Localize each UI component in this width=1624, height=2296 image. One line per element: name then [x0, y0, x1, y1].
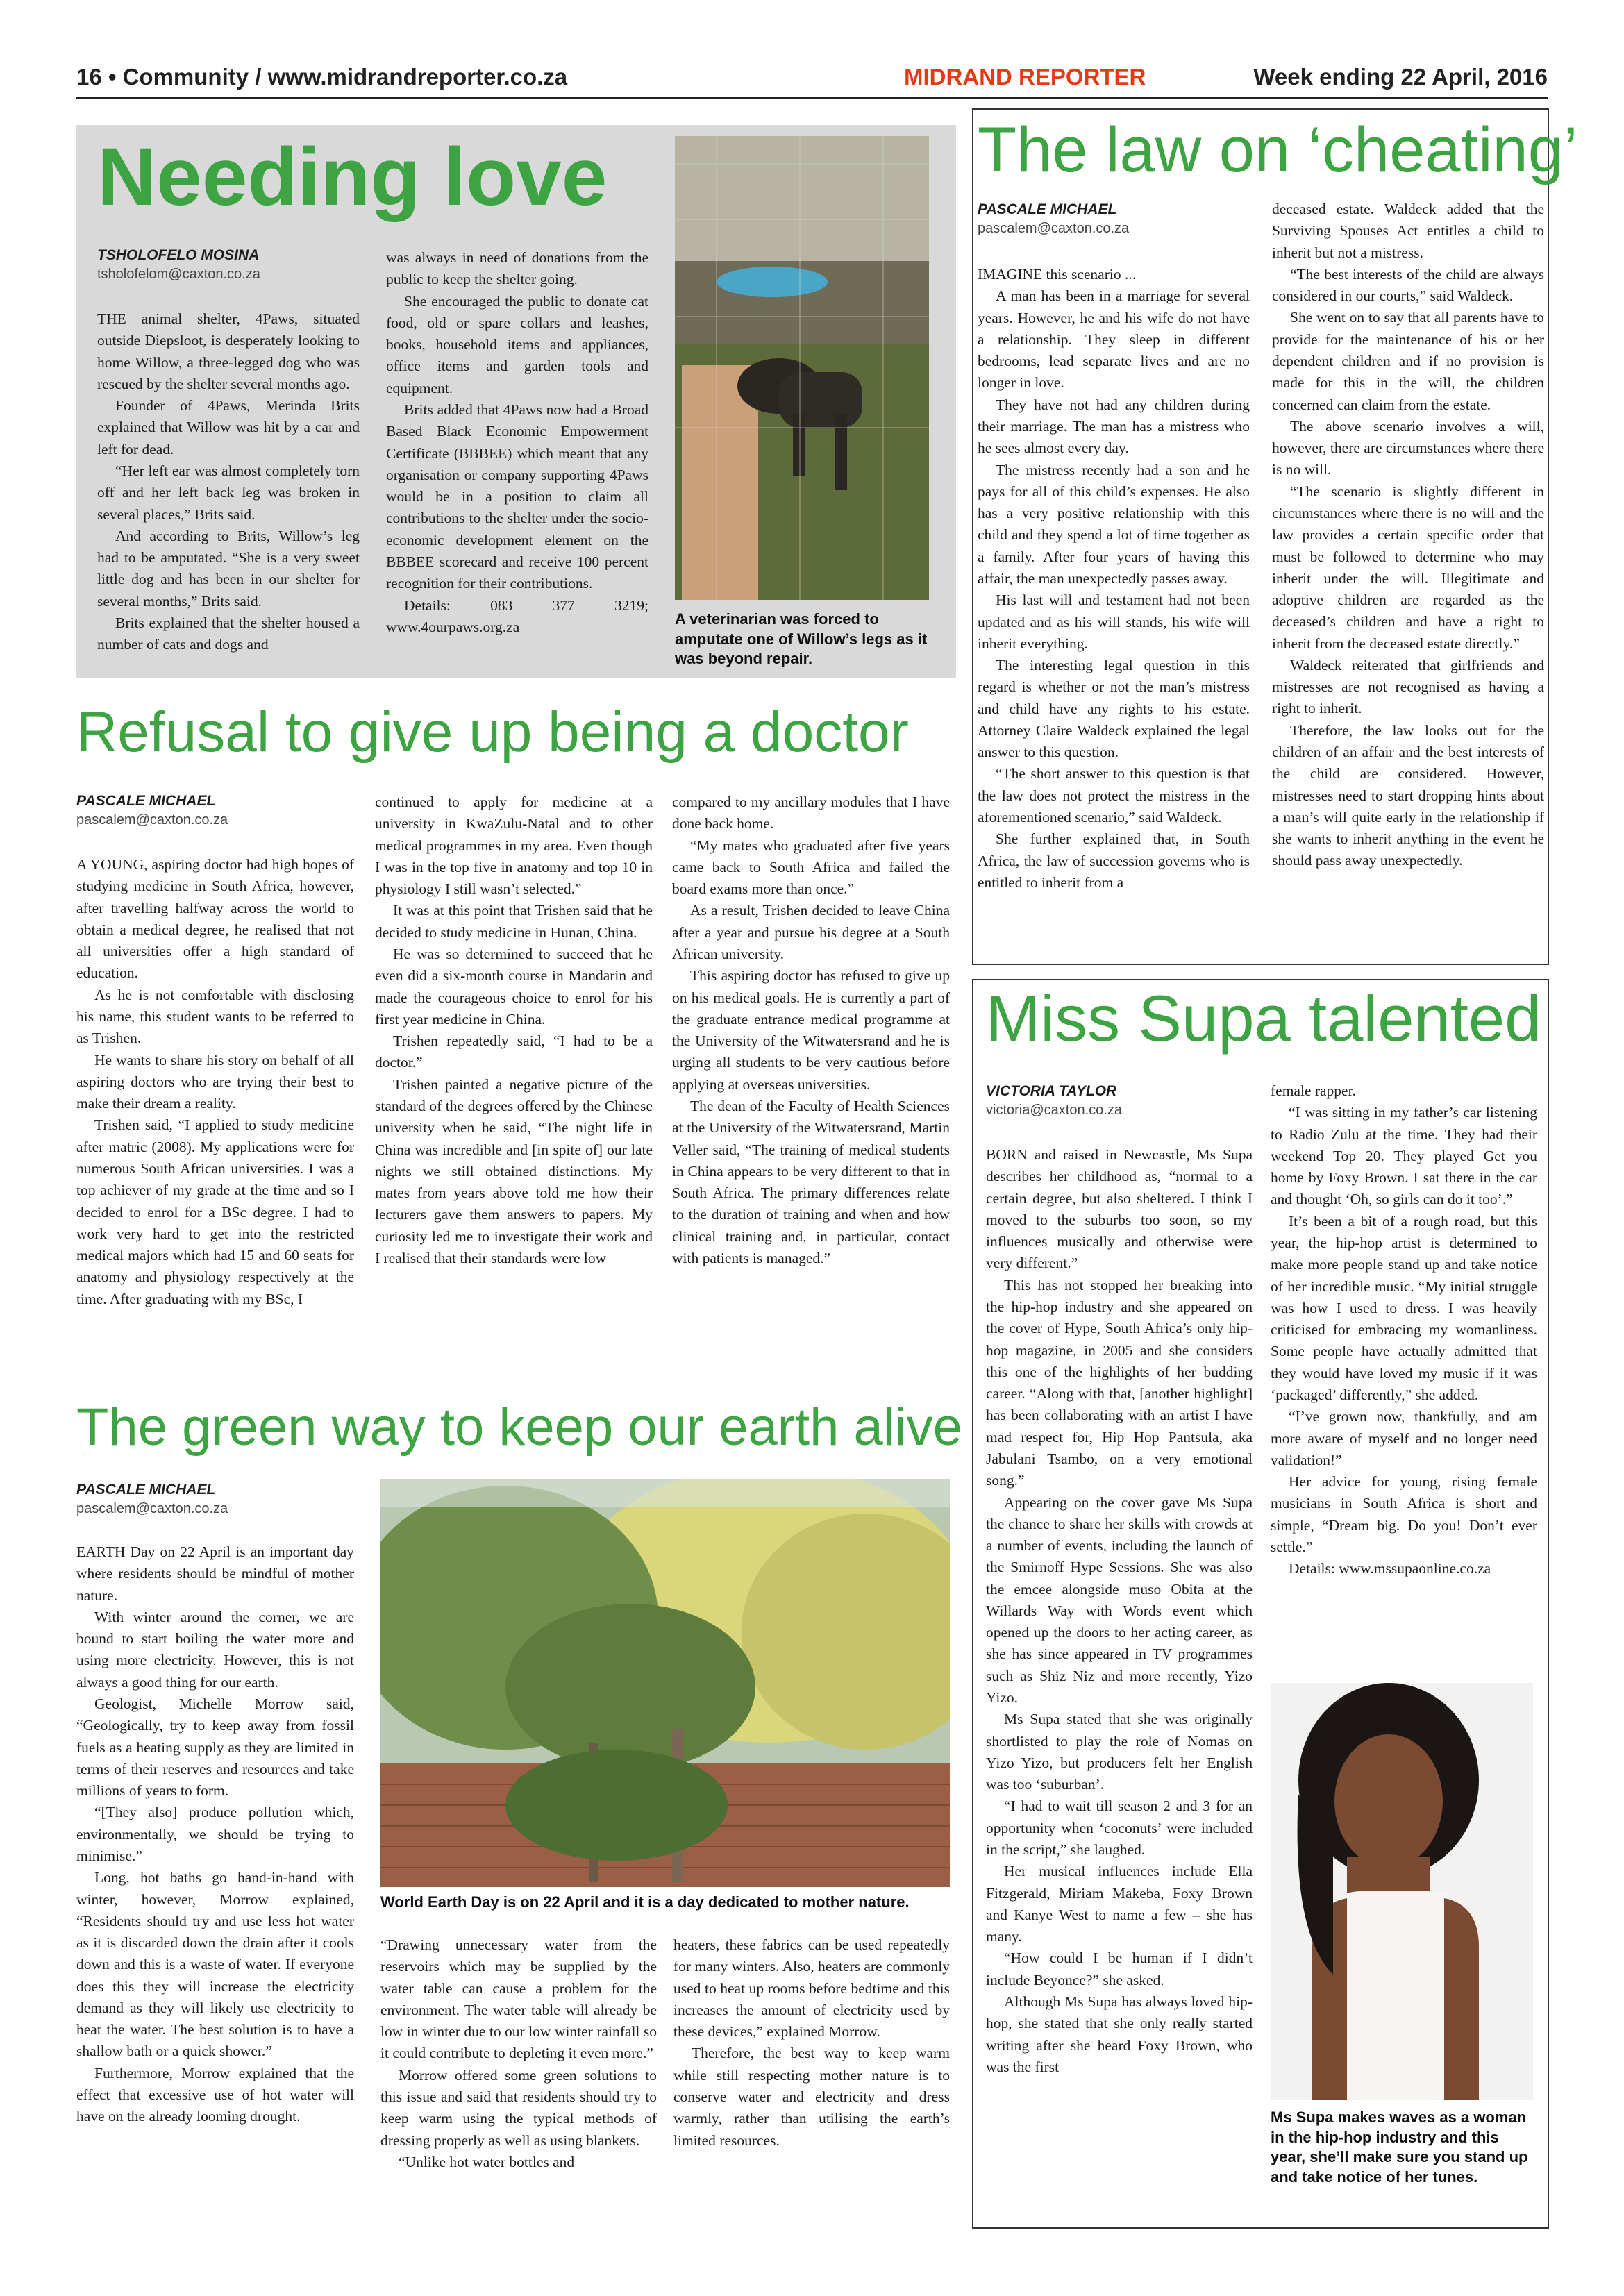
- ms-supa-caption: Ms Supa makes waves as a woman in the hip-hop industry and this year, she’ll make sure you stand up and take notice of her tunes.: [1271, 2109, 1528, 2186]
- issue-date: Week ending 22 April, 2016: [1253, 64, 1548, 90]
- author: VICTORIA TAYLOR: [986, 1083, 1117, 1099]
- miss-supa-byline: [986, 1083, 1250, 1118]
- paragraph: As a result, Trishen decided to leave China after a year and pursue his degree at a South African university.: [672, 902, 950, 962]
- paragraph: “I had to wait till season 2 and 3 for an opportunity when ‘coconuts’ were included in the script,” she laughed.: [986, 1798, 1253, 1858]
- needing-love-col2: [386, 247, 648, 673]
- paragraph: The above scenario involves a will, however, there are circumstances where there is no will.: [1272, 417, 1544, 478]
- refusal-col2: [375, 791, 653, 1365]
- paragraph: As he is not comfortable with disclosing his name, this student wants to be referred to as Trishen.: [76, 986, 354, 1047]
- paragraph: This has not stopped her breaking into the hip-hop industry and she appeared on the cover of Hype, South Africa’s only hip-hop magazine, in 2005 and she considers this one of the highlights of her budding career. “Along with that, [another highlight] has been collaborating with an artist I have mad respect for, Hip Hop Pantsula, aka Jabulani Tsambo, on a very emotional song.”: [986, 1276, 1253, 1489]
- paragraph: compared to my ancillary modules that I have done back home.: [672, 794, 950, 832]
- paragraph: “Unlike hot water bottles and: [399, 2153, 575, 2170]
- paragraph: She further explained that, in South Africa, the law of succession governs who is entitled to inherit from a: [978, 830, 1250, 891]
- paragraph: deceased estate. Waldeck added that the Surviving Spouses Act entitles a child to inherit but not a mistress.: [1272, 201, 1544, 261]
- author-email: victoria@caxton.co.za: [986, 1103, 1122, 1118]
- paragraph: continued to apply for medicine at a university in KwaZulu-Natal and to other medical programmes in my area. Even though I was in the top five in anatomy and top 10 in physiology I still wasn’t selected.”: [375, 794, 653, 898]
- dog-photo-caption: A veterinarian was forced to amputate one of Willow’s legs as it was beyond repair.: [675, 610, 928, 668]
- paragraph: IMAGINE this scenario ...: [978, 266, 1137, 283]
- paragraph: Although Ms Supa has always loved hip-hop, she stated that she only really started writing after she heard Foxy Brown, who was the first: [986, 1993, 1253, 2075]
- garden-photo: [380, 1479, 950, 1887]
- author: TSHOLOFELO MOSINA: [97, 247, 260, 263]
- refusal-byline: [76, 793, 354, 828]
- paragraph: A YOUNG, aspiring doctor had high hopes of studying medicine in South Africa, however, after travelling halfway across the world to obtain a medical degree, he realised that not all universities offer a high standard of education.: [76, 856, 354, 982]
- paragraph: It was at this point that Trishen said that he decided to study medicine in Hunan, China.: [375, 902, 653, 941]
- green-way-col3: [673, 1934, 950, 2226]
- garden-photo-image: [380, 1479, 950, 1887]
- paragraph: With winter around the corner, we are bound to start boiling the water more and using more electricity. However, this is not always a good thing for our earth.: [76, 1608, 354, 1691]
- paragraph: She went on to say that all parents have to provide for the maintenance of his or her dependent children and if no provision is made for this in the will, the children concerned can claim from the estate.: [1272, 309, 1544, 413]
- paragraph: Long, hot baths go hand-in-hand with winter, however, Morrow explained, “Residents should try and use less hot water as it is discarded down the drain after it cools down and this is a waste of water. If everyone does this they will increase the electricity demand as they will likely use electricity to heat the water. The best solution is to have a shallow bath or a quick shower.”: [76, 1869, 354, 2060]
- green-way-col2: [380, 1934, 657, 2226]
- green-way-byline: [76, 1482, 354, 1517]
- header-rule: [76, 97, 1548, 99]
- paragraph: was always in need of donations from the public to keep the shelter going.: [386, 249, 648, 288]
- paragraph: Furthermore, Morrow explained that the effect that excessive use of hot water will have on the already looming drought.: [76, 2064, 354, 2125]
- author: PASCALE MICHAEL: [978, 201, 1117, 217]
- paragraph: “Drawing unnecessary water from the reservoirs which may be supplied by the water table can cause a problem for the environment. The water table will already be low in winter due to our low winter rainfall so it could contribute to depleting it even more.”: [380, 1936, 657, 2062]
- dog-photo-image: [675, 136, 929, 600]
- green-way-title: The green way to keep our earth alive: [76, 1398, 962, 1457]
- paragraph: “The scenario is slightly different in circumstances where there is no will and the law provides a certain specific order that must be followed to determine who may inherit under the will. Illegitimate and adoptive children are regarded as the deceased’s children and have a right to inherit from the deceased estate directly.”: [1272, 483, 1544, 652]
- paragraph: Therefore, the best way to keep warm while still respecting mother nature is to conserve water and electricity and dress warmly, rather than utilising the earth’s limited resources.: [673, 2045, 950, 2149]
- paragraph: Waldeck reiterated that girlfriends and mistresses are not recognised as having a right to inherit.: [1272, 656, 1544, 717]
- paragraph: Details: 083 377 3219; www.4ourpaws.org.za: [386, 596, 648, 635]
- paragraph: “My mates who graduated after five years came back to South Africa and failed the board exams more than once.”: [672, 837, 950, 898]
- paragraph: Geologist, Michelle Morrow said, “Geologically, try to keep away from fossil fuels as a heating supply as they are limited in terms of their reserves and resources and take millions of years to form.: [76, 1695, 354, 1800]
- law-cheating-title: The law on ‘cheating’: [978, 115, 1578, 185]
- refusal-title: Refusal to give up being a doctor: [76, 701, 909, 764]
- paragraph: Trishen painted a negative picture of the standard of the degrees offered by the Chinese university when he said, “The night life in China was incredible and [in spite of] our late nights we still obtained distinctions. My mates from years above told me how their lecturers gave them answers to papers. My curiosity led me to investigate their work and I realised that their standards were low: [375, 1075, 653, 1266]
- page-header: [76, 64, 1548, 94]
- miss-supa-col1: [986, 1144, 1253, 2220]
- author: PASCALE MICHAEL: [76, 1482, 216, 1498]
- paragraph: His last will and testament had not been updated and as his will stands, his wife will inherit everything.: [978, 592, 1250, 652]
- garden-photo-caption: World Earth Day is on 22 April and it is a day dedicated to mother nature.: [380, 1893, 910, 1911]
- paragraph: A man has been in a marriage for several years. However, he and his wife do not have a relationship. They sleep in different bedrooms, lead separate lives and are no longer in love.: [978, 287, 1250, 392]
- paragraph: Ms Supa stated that she was originally shortlisted to play the role of Nomas on Yizo Yizo, but producers felt her English was too ‘suburban’.: [986, 1711, 1253, 1793]
- paragraph: “Her left ear was almost completely torn off and her left back leg was broken in several places,” Brits said.: [97, 462, 360, 523]
- law-cheating-byline: [978, 201, 1241, 237]
- paragraph: Details: www.mssupaonline.co.za: [1289, 1560, 1491, 1577]
- paragraph: Brits explained that the shelter housed a number of cats and dogs and: [97, 614, 360, 653]
- author-email: pascalem@caxton.co.za: [978, 221, 1130, 236]
- paragraph: heaters, these fabrics can be used repeatedly for many winters. Also, heaters are commonly used to heat up rooms before bedtime and this increases the amount of electricity used by these devices,” explained Morrow.: [673, 1936, 950, 2041]
- paragraph: It’s been a bit of a rough road, but this year, the hip-hop artist is determined to make more people stand up and take notice of her incredible music. “My initial struggle was how I used to dress. I was heavily criticised for embracing my womanliness. Some people have actually admitted that they would have loved my music if it was ‘packaged’ differently,” she added.: [1271, 1212, 1537, 1403]
- needing-love-byline: [97, 247, 361, 283]
- author-email: tsholofelom@caxton.co.za: [97, 267, 260, 282]
- law-cheating-col1: [978, 264, 1250, 955]
- paragraph: She encouraged the public to donate cat food, old or spare collars and leashes, books, household items and appliances, office items and garden tools and equipment.: [386, 292, 648, 396]
- paragraph: “[They also] produce pollution which, environmentally, we should be trying to minimise.”: [76, 1804, 354, 1864]
- refusal-col3: [672, 791, 950, 1365]
- paragraph: Trishen repeatedly said, “I had to be a doctor.”: [375, 1032, 653, 1071]
- paragraph: “I’ve grown now, thankfully, and am more aware of myself and no longer need validation!”: [1271, 1408, 1537, 1468]
- paragraph: They have not had any children during their marriage. The man has a mistress who he sees almost every day.: [978, 396, 1250, 457]
- section-label: 16 • Community / www.midrandreporter.co.za: [76, 64, 568, 90]
- paragraph: Morrow offered some green solutions to this issue and said that residents should try to keep warm using the typical methods of dressing properly as well as using blankets.: [380, 2066, 657, 2149]
- paragraph: female rapper.: [1271, 1082, 1356, 1099]
- author: PASCALE MICHAEL: [76, 793, 216, 809]
- needing-love-col1: [97, 308, 360, 673]
- law-cheating-col2: [1272, 199, 1544, 955]
- paragraph: Her advice for young, rising female musicians in South Africa is short and simple, “Dream big. Do you! Don’t ever settle.”: [1271, 1473, 1537, 1555]
- ms-supa-photo: [1271, 1683, 1533, 2100]
- paragraph: The interesting legal question in this regard is whether or not the man’s mistress and child have any rights to his estate. Attorney Claire Waldeck explained the legal answer to this question.: [978, 657, 1250, 761]
- paragraph: This aspiring doctor has refused to give up on his medical goals. He is currently a part of the graduate entrance medical programme at the University of the Witwatersrand and he is urging all students to be very cautious before applying at overseas universities.: [672, 967, 950, 1093]
- paragraph: BORN and raised in Newcastle, Ms Supa describes her childhood as, “normal to a certain degree, but also sheltered. I think I moved to the suburbs too soon, so my influences musically and otherwise were very different.”: [986, 1146, 1253, 1272]
- dog-photo: [675, 136, 929, 600]
- paragraph: Brits added that 4Paws now had a Broad Based Black Economic Empowerment Certificate (BBBEE) which meant that any organisation or company supporting 4Paws would be in a position to claim all contributions to the shelter under the socio-economic development element on the BBBEE scorecard and receive 100 percent recognition for their contributions.: [386, 401, 648, 592]
- paragraph: “The best interests of the child are always considered in our courts,” said Waldeck.: [1272, 265, 1544, 305]
- paragraph: The dean of the Faculty of Health Sciences at the University of the Witwatersrand, Martin Veller said, “The training of medical students in China appears to be very different to that in South Africa. The primary differences relate to the duration of training and when and how clinical training and, in particular, contact with patients is managed.”: [672, 1097, 950, 1266]
- paragraph: “I was sitting in my father’s car listening to Radio Zulu at the time. They had their weekend Top 20. They played Get you home by Foxy Brown. I sat there in the car and thought ‘Oh, so girls can do it too’.”: [1271, 1104, 1537, 1208]
- needing-love-title: Needing love: [97, 131, 608, 223]
- paragraph: Founder of 4Paws, Merinda Brits explained that Willow was hit by a car and left for dead.: [97, 397, 360, 458]
- paragraph: “The short answer to this question is that the law does not protect the mistress in the aforementioned scenario,” said Waldeck.: [978, 765, 1250, 826]
- paragraph: Therefore, the law looks out for the children of an affair and the best interests of the child are considered. However, mistresses need to start dropping hints about a man’s will quite early in the relationship if she wants to inherit anything in the event he should pass away unexpectedly.: [1272, 721, 1544, 869]
- author-email: pascalem@caxton.co.za: [76, 1501, 228, 1516]
- masthead: MIDRAND REPORTER: [904, 64, 1146, 90]
- green-way-col1: [76, 1541, 354, 2236]
- miss-supa-col2: [1271, 1080, 1537, 1691]
- paragraph: EARTH Day on 22 April is an important day where residents should be mindful of mother nature.: [76, 1543, 354, 1604]
- paragraph: THE animal shelter, 4Paws, situated outside Diepsloot, is desperately looking to home Willow, a three-legged dog who was rescued by the shelter several months ago.: [97, 310, 360, 392]
- author-email: pascalem@caxton.co.za: [76, 812, 228, 828]
- ms-supa-photo-image: [1271, 1683, 1533, 2100]
- paragraph: The mistress recently had a son and he pays for all of this child’s expenses. He also has a very positive relationship with this child and they spend a lot of time together as a family. After four years of having this affair, the man unexpectedly passes away.: [978, 461, 1250, 587]
- paragraph: Trishen said, “I applied to study medicine after matric (2008). My applications were for numerous South African universities. I was a top achiever of my grade at the time and so I decided to enrol for a BSc degree. I had to work very hard to get into the restricted medical majors which had 15 and 60 seats for anatomy and physiology respectively at the time. After graduating with my BSc, I: [76, 1116, 354, 1307]
- paragraph: Her musical influences include Ella Fitzgerald, Miriam Makeba, Foxy Brown and Kanye West to name a few – she has many.: [986, 1863, 1253, 1945]
- refusal-col1: [76, 854, 354, 1365]
- paragraph: He was so determined to succeed that he even did a six-month course in Mandarin and made the courageous choice to enrol for his first year medicine in China.: [375, 945, 653, 1028]
- paragraph: Appearing on the cover gave Ms Supa the chance to share her skills with crowds at a number of events, including the launch of the Smirnoff Hype Sessions. She was also the emcee alongside muso Obita at the Willards Way with Words event which opened up the doors to her acting career, as she has since appeared in TV programmes such as Shiz Niz and more recently, Yizo Yizo.: [986, 1493, 1253, 1707]
- paragraph: And according to Brits, Willow’s leg had to be amputated. “She is a very sweet little dog and has been in our shelter for several months,” Brits said.: [97, 527, 360, 610]
- miss-supa-title: Miss Supa talented: [986, 982, 1541, 1055]
- paragraph: He wants to share his story on behalf of all aspiring doctors who are trying their best to make their dream a reality.: [76, 1051, 354, 1112]
- paragraph: “How could I be human if I didn’t include Beyonce?” she asked.: [986, 1950, 1253, 1988]
